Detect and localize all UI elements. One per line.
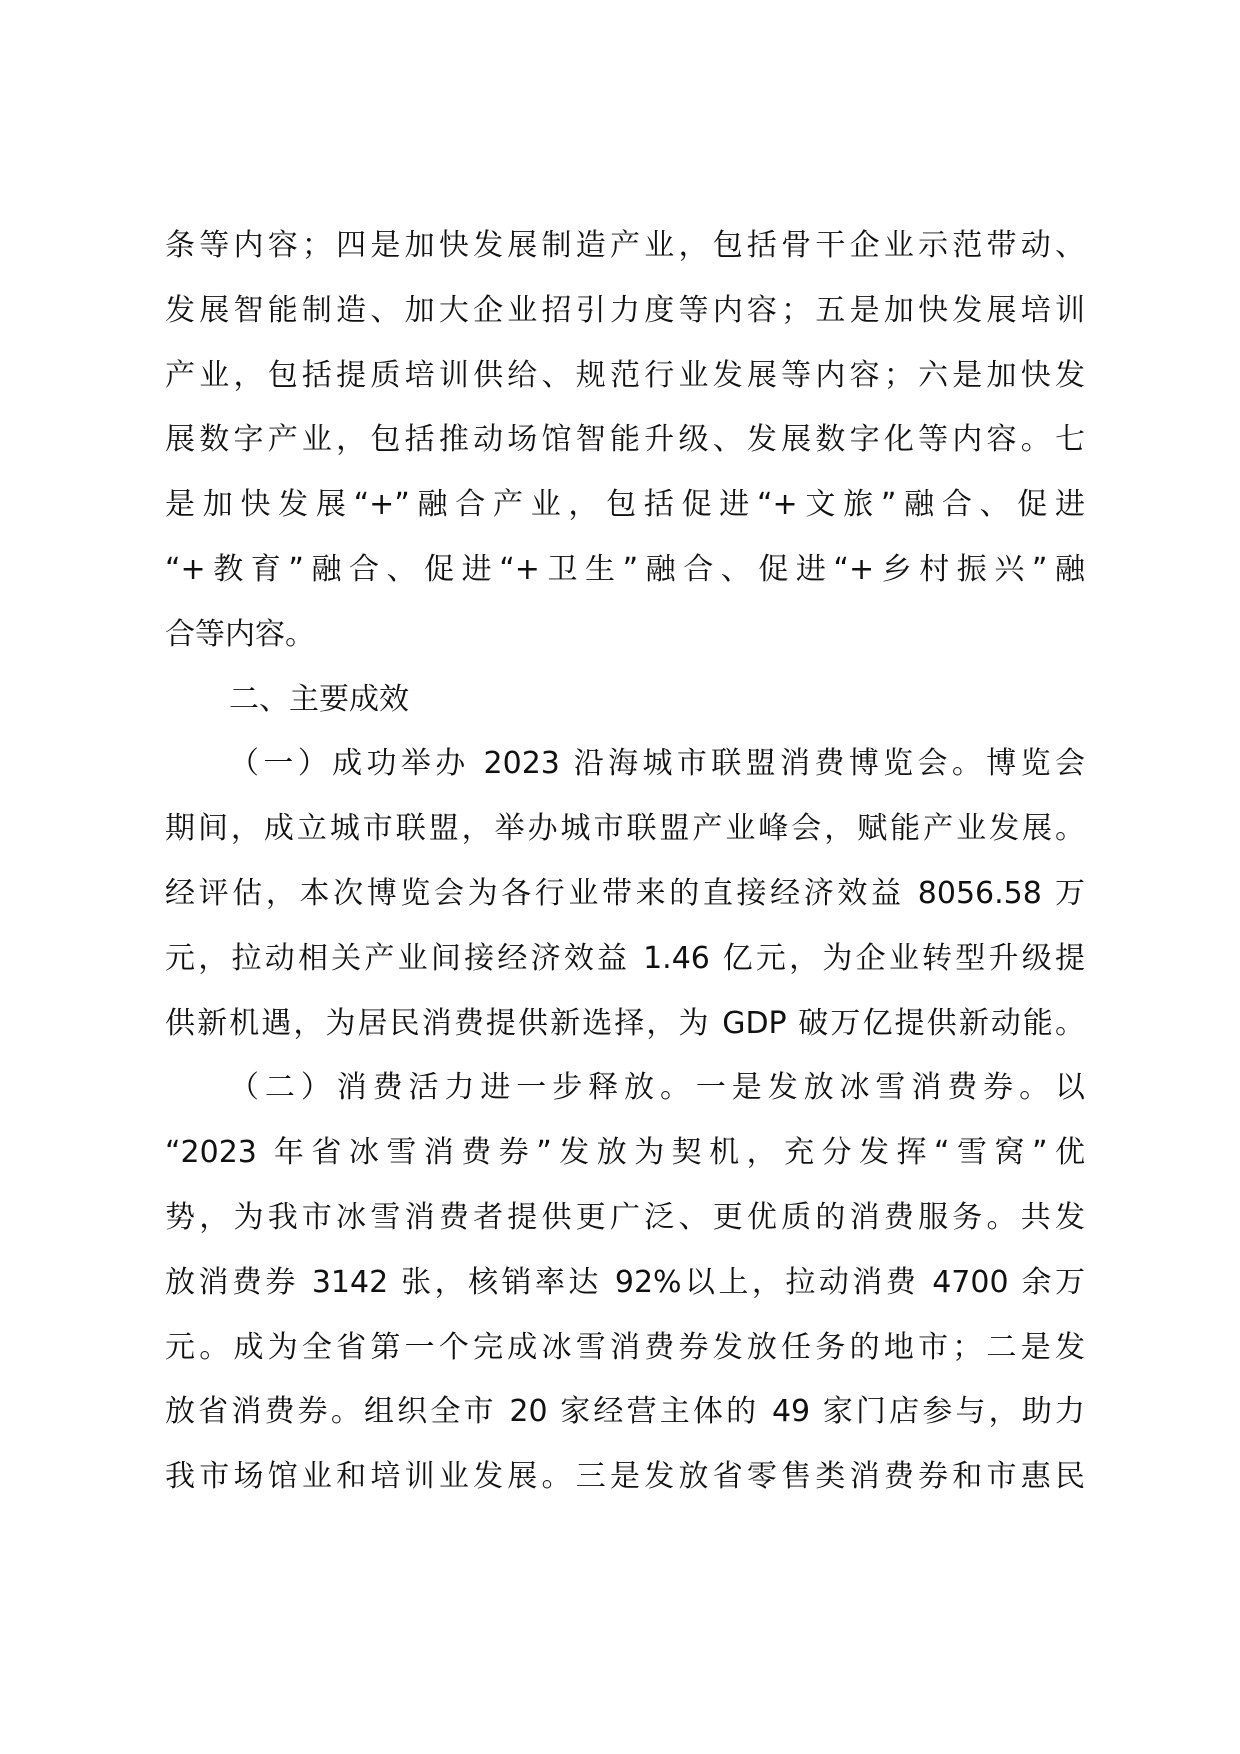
document-body	[165, 214, 1085, 1510]
text-line: “+教育”融合、促进“+卫生”融合、促进“+乡村振兴”融	[165, 551, 1085, 587]
text-line: 期间，成立城市联盟，举办城市联盟产业峰会，赋能产业发展。	[165, 811, 1085, 847]
text-line: 供新机遇，为居民消费提供新选择，为 GDP 破万亿提供新动能。	[165, 1005, 1085, 1041]
section-heading: 二、主要成效	[229, 681, 409, 717]
text-line: 经评估，本次博览会为各行业带来的直接经济效益 8056.58 万	[165, 875, 1085, 911]
text-line: 势，为我市冰雪消费者提供更广泛、更优质的消费服务。共发	[165, 1199, 1085, 1235]
text-line: 展数字产业，包括推动场馆智能升级、发展数字化等内容。七	[165, 422, 1085, 458]
text-line: 放消费券 3142 张，核销率达 92%以上，拉动消费 4700 余万	[165, 1264, 1085, 1300]
paragraph-start-line: （一）成功举办 2023 沿海城市联盟消费博览会。博览会	[229, 746, 1085, 782]
paragraph-start-line: （二）消费活力进一步释放。一是发放冰雪消费券。以	[229, 1070, 1085, 1106]
text-line: 我市场馆业和培训业发展。三是发放省零售类消费券和市惠民	[165, 1459, 1085, 1495]
text-line: 发展智能制造、加大企业招引力度等内容；五是加快发展培训	[165, 292, 1085, 328]
text-line: 元。成为全省第一个完成冰雪消费券发放任务的地市；二是发	[165, 1329, 1085, 1365]
text-line: 是加快发展“+”融合产业，包括促进“+文旅”融合、促进	[165, 487, 1085, 523]
text-line: “2023 年省冰雪消费券”发放为契机，充分发挥“雪窝”优	[165, 1135, 1085, 1171]
text-line: 合等内容。	[165, 616, 315, 652]
text-line: 条等内容；四是加快发展制造产业，包括骨干企业示范带动、	[165, 228, 1085, 263]
text-line: 放省消费券。组织全市 20 家经营主体的 49 家门店参与，助力	[165, 1394, 1085, 1430]
text-line: 产业，包括提质培训供给、规范行业发展等内容；六是加快发	[165, 357, 1085, 393]
text-line: 元，拉动相关产业间接经济效益 1.46 亿元，为企业转型升级提	[165, 940, 1085, 976]
